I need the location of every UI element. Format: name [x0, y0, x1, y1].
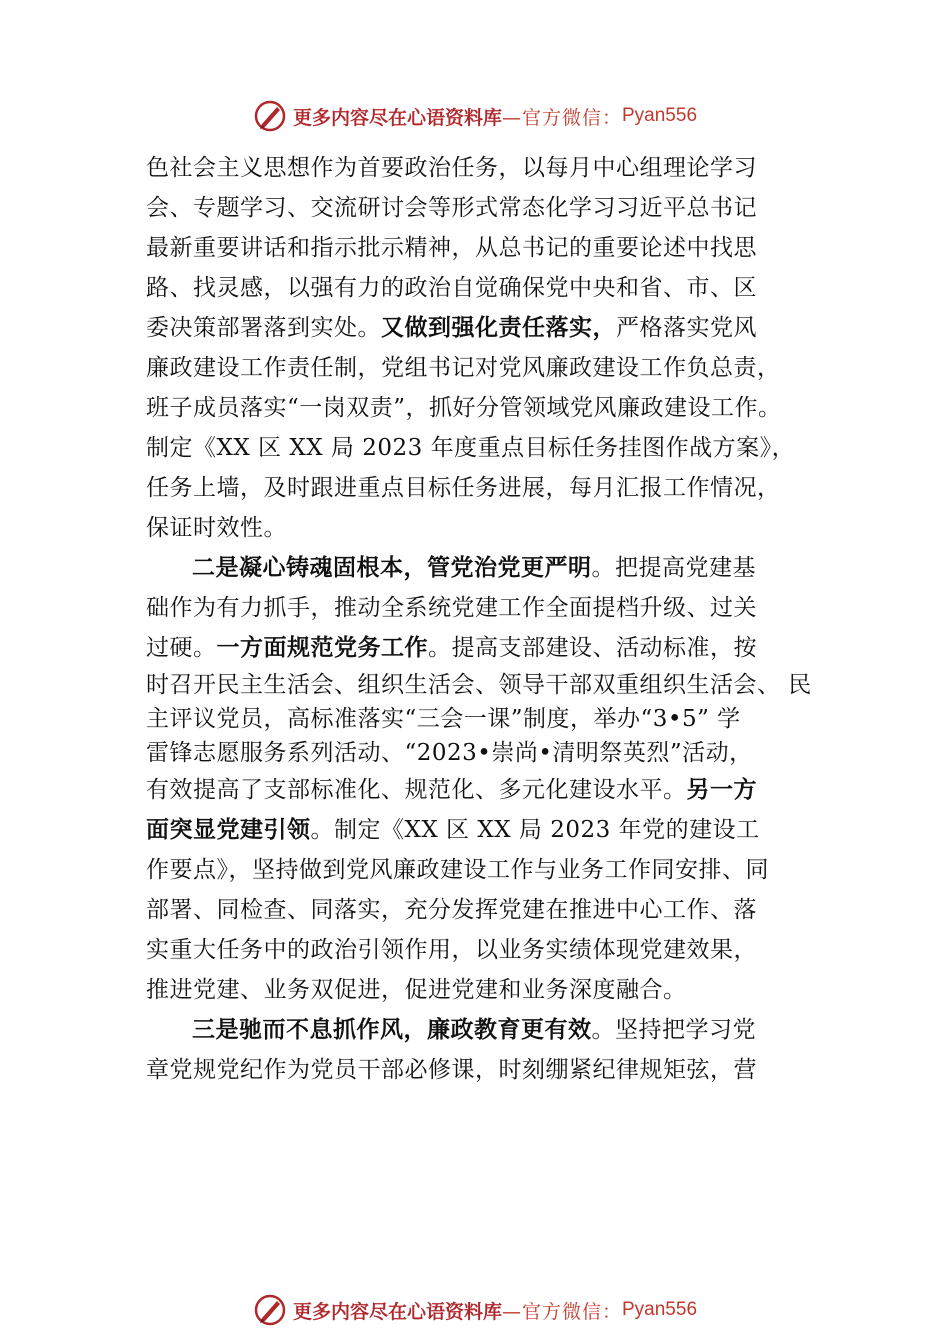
text-segment: 时召开民主生活会、组织生活会、领导干部双重组织生活会、 民 — [146, 672, 812, 698]
text-line — [146, 1010, 806, 1050]
footer-wechat-id: Pyan556 — [622, 1299, 698, 1320]
bold-text-segment: 又做到强化责任落实， — [381, 314, 616, 341]
text-segment: 班子成员落实“一岗双责”，抓好分管领域党风廉政建设工作。 — [146, 395, 782, 421]
text-segment: 推进党建、业务双促进，促进党建和业务深度融合。 — [146, 977, 687, 1003]
text-segment: 会、专题学习、交流研讨会等形式常态化学习习近平总书记 — [146, 195, 757, 221]
text-segment: 章党规党纪作为党员干部必修课，时刻绷紧纪律规矩弦，营 — [146, 1057, 757, 1083]
bold-text-segment: 一方面规范党务工作 — [216, 634, 428, 661]
text-line — [146, 188, 806, 228]
text-segment: 作要点》，坚持做到党风廉政建设工作与业务工作同安排、同 — [146, 857, 769, 883]
text-line — [146, 702, 806, 736]
text-segment: 严格落实党风 — [616, 315, 757, 341]
text-segment: 任务上墙，及时跟进重点目标任务进展，每月汇报工作情况， — [146, 475, 781, 501]
text-segment: 路、找灵感，以强有力的政治自觉确保党中央和省、市、区 — [146, 275, 757, 301]
text-line — [146, 228, 806, 268]
text-segment: 础作为有力抓手，推动全系统党建工作全面提档升级、过关 — [146, 595, 757, 621]
pen-logo-icon — [253, 99, 287, 133]
text-segment: 委决策部署落到实处。 — [146, 315, 381, 341]
text-line — [146, 770, 806, 810]
text-line — [146, 348, 806, 388]
text-segment: 保证时效性。 — [146, 515, 287, 541]
text-segment: 实重大任务中的政治引领作用，以业务实绩体现党建效果， — [146, 937, 757, 963]
text-line — [146, 1050, 806, 1090]
header-brand-text: 更多内容尽在心语资料库 — [292, 106, 502, 129]
text-line — [146, 930, 806, 970]
bold-text-segment: 二是凝心铸魂固根本，管党治党更严明 — [192, 554, 592, 581]
text-line — [146, 890, 806, 930]
text-line — [146, 308, 806, 348]
text-line — [146, 428, 806, 468]
text-segment: 廉政建设工作责任制，党组书记对党风廉政建设工作负总责， — [146, 355, 781, 381]
text-line — [146, 628, 806, 668]
text-segment: 色社会主义思想作为首要政治任务，以每月中心组理论学习 — [146, 155, 757, 181]
text-line — [146, 388, 806, 428]
header-official-text: —官方微信： — [501, 106, 622, 129]
footer-brand-text: 更多内容尽在心语资料库 — [292, 1300, 502, 1323]
pen-logo-icon — [253, 1293, 287, 1327]
text-segment: 。坚持把学习党 — [591, 1017, 756, 1043]
header-wechat-id: Pyan556 — [622, 105, 698, 126]
document-body — [146, 148, 812, 1090]
bold-text-segment: 面突显党建引领 — [146, 816, 311, 843]
text-segment: 主评议党员，高标准落实“三会一课”制度，举办“3•5” 学 — [146, 706, 741, 732]
text-segment: 。把提高党建基 — [591, 555, 756, 581]
text-line — [146, 668, 812, 702]
text-line — [146, 508, 806, 548]
footer-official-text: —官方微信： — [501, 1300, 622, 1323]
text-segment: 最新重要讲话和指示批示精神，从总书记的重要论述中找思 — [146, 235, 757, 261]
text-line — [146, 468, 806, 508]
text-segment: 过硬。 — [146, 635, 217, 661]
text-segment: 。提高支部建设、活动标准，按 — [428, 635, 757, 661]
text-segment: 制定《XX 区 XX 局 2023 年度重点目标任务挂图作战方案》， — [146, 435, 796, 461]
bold-text-segment: 另一方 — [686, 776, 757, 803]
text-line — [146, 548, 806, 588]
text-segment: 雷锋志愿服务系列活动、“2023•崇尚•清明祭英烈”活动， — [146, 740, 753, 766]
text-line — [146, 970, 806, 1010]
bold-text-segment: 三是驰而不息抓作风，廉政教育更有效 — [192, 1016, 592, 1043]
text-segment: 有效提高了支部标准化、规范化、多元化建设水平。 — [146, 777, 687, 803]
text-line — [146, 810, 806, 850]
text-line — [146, 268, 806, 308]
text-line — [146, 588, 806, 628]
footer-watermark — [0, 1290, 950, 1330]
text-line — [146, 148, 806, 188]
text-line — [146, 736, 806, 770]
text-line — [146, 850, 806, 890]
text-segment: 。制定《XX 区 XX 局 2023 年党的建设工 — [310, 817, 760, 843]
text-segment: 部署、同检查、同落实，充分发挥党建在推进中心工作、落 — [146, 897, 757, 923]
header-watermark — [0, 96, 950, 136]
